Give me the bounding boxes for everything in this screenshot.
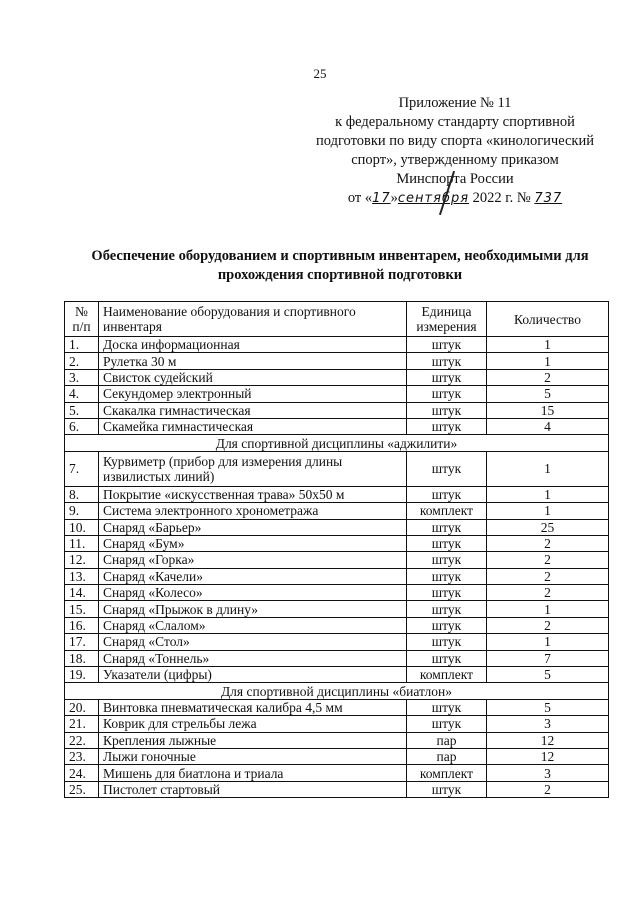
cell-unit: комплект bbox=[407, 765, 487, 781]
cell-unit: штук bbox=[407, 716, 487, 732]
cell-unit: пар bbox=[407, 748, 487, 764]
cell-number: 17. bbox=[65, 634, 99, 650]
cell-quantity: 1 bbox=[487, 601, 609, 617]
cell-number: 19. bbox=[65, 667, 99, 683]
cell-unit: штук bbox=[407, 451, 487, 486]
equipment-table bbox=[64, 301, 609, 798]
cell-quantity: 15 bbox=[487, 402, 609, 418]
cell-unit: штук bbox=[407, 386, 487, 402]
table-row bbox=[65, 353, 609, 369]
table-row bbox=[65, 650, 609, 666]
cell-number: 8. bbox=[65, 486, 99, 502]
appendix-header bbox=[300, 94, 610, 208]
cell-name: Крепления лыжные bbox=[99, 732, 407, 748]
cell-number: 23. bbox=[65, 748, 99, 764]
date-year: 2022 г. № bbox=[472, 190, 531, 206]
table-header-row bbox=[65, 302, 609, 337]
cell-quantity: 1 bbox=[487, 503, 609, 519]
table-row bbox=[65, 552, 609, 568]
cell-unit: штук bbox=[407, 353, 487, 369]
document-title: Обеспечение оборудованием и спортивным инвентарем, необходимыми для прохождения спортивной подготовки bbox=[91, 248, 589, 283]
cell-quantity: 3 bbox=[487, 765, 609, 781]
section-row bbox=[65, 435, 609, 451]
cell-unit: штук bbox=[407, 601, 487, 617]
cell-unit: штук bbox=[407, 568, 487, 584]
table-row bbox=[65, 617, 609, 633]
cell-name: Секундомер электронный bbox=[99, 386, 407, 402]
cell-name: Лыжи гоночные bbox=[99, 748, 407, 764]
section-heading: Для спортивной дисциплины «аджилити» bbox=[65, 435, 609, 451]
appendix-date-line bbox=[300, 189, 610, 208]
cell-unit: штук bbox=[407, 781, 487, 797]
header-unit: Единица измерения bbox=[407, 302, 487, 337]
cell-unit: штук bbox=[407, 402, 487, 418]
cell-number: 20. bbox=[65, 699, 99, 715]
cell-number: 24. bbox=[65, 765, 99, 781]
cell-number: 18. bbox=[65, 650, 99, 666]
table-row bbox=[65, 667, 609, 683]
table-row bbox=[65, 716, 609, 732]
cell-number: 4. bbox=[65, 386, 99, 402]
cell-quantity: 1 bbox=[487, 634, 609, 650]
header-name: Наименование оборудования и спортивного инвентаря bbox=[99, 302, 407, 337]
date-day: 17 bbox=[372, 191, 391, 206]
cell-name: Снаряд «Тоннель» bbox=[99, 650, 407, 666]
cell-number: 2. bbox=[65, 353, 99, 369]
cell-unit: штук bbox=[407, 535, 487, 551]
cell-quantity: 2 bbox=[487, 617, 609, 633]
cell-quantity: 25 bbox=[487, 519, 609, 535]
cell-quantity: 2 bbox=[487, 535, 609, 551]
cell-name: Коврик для стрельбы лежа bbox=[99, 716, 407, 732]
table-row bbox=[65, 369, 609, 385]
date-prefix: от « bbox=[347, 190, 373, 206]
cell-name: Система электронного хронометража bbox=[99, 503, 407, 519]
date-month: сентября bbox=[397, 191, 470, 206]
cell-name: Покрытие «искусственная трава» 50х50 м bbox=[99, 486, 407, 502]
cell-number: 14. bbox=[65, 585, 99, 601]
header-quantity: Количество bbox=[487, 302, 609, 337]
cell-name: Снаряд «Колесо» bbox=[99, 585, 407, 601]
appendix-line: к федеральному стандарту спортивной bbox=[335, 114, 575, 130]
table-row bbox=[65, 568, 609, 584]
cell-quantity: 12 bbox=[487, 748, 609, 764]
table-row bbox=[65, 601, 609, 617]
cell-unit: комплект bbox=[407, 667, 487, 683]
cell-unit: штук bbox=[407, 418, 487, 434]
cell-quantity: 1 bbox=[487, 337, 609, 353]
table-row bbox=[65, 732, 609, 748]
cell-number: 21. bbox=[65, 716, 99, 732]
table-row bbox=[65, 519, 609, 535]
appendix-line: Приложение № 11 bbox=[398, 95, 512, 111]
cell-number: 22. bbox=[65, 732, 99, 748]
cell-unit: комплект bbox=[407, 503, 487, 519]
table-body bbox=[65, 337, 609, 798]
cell-name: Указатели (цифры) bbox=[99, 667, 407, 683]
table-row bbox=[65, 418, 609, 434]
cell-unit: штук bbox=[407, 650, 487, 666]
appendix-line: спорт», утвержденному приказом bbox=[351, 152, 559, 168]
cell-number: 16. bbox=[65, 617, 99, 633]
cell-quantity: 1 bbox=[487, 451, 609, 486]
cell-quantity: 5 bbox=[487, 667, 609, 683]
cell-quantity: 7 bbox=[487, 650, 609, 666]
table-row bbox=[65, 486, 609, 502]
cell-name: Снаряд «Слалом» bbox=[99, 617, 407, 633]
cell-quantity: 2 bbox=[487, 568, 609, 584]
date-mid: » bbox=[390, 190, 398, 206]
cell-number: 7. bbox=[65, 451, 99, 486]
cell-number: 25. bbox=[65, 781, 99, 797]
cell-name: Мишень для биатлона и триала bbox=[99, 765, 407, 781]
cell-name: Снаряд «Прыжок в длину» bbox=[99, 601, 407, 617]
cell-quantity: 5 bbox=[487, 386, 609, 402]
cell-number: 13. bbox=[65, 568, 99, 584]
cell-quantity: 5 bbox=[487, 699, 609, 715]
cell-number: 12. bbox=[65, 552, 99, 568]
table-row bbox=[65, 503, 609, 519]
cell-unit: штук bbox=[407, 369, 487, 385]
table-row bbox=[65, 402, 609, 418]
cell-number: 15. bbox=[65, 601, 99, 617]
cell-unit: штук bbox=[407, 617, 487, 633]
section-heading: Для спортивной дисциплины «биатлон» bbox=[65, 683, 609, 699]
cell-unit: штук bbox=[407, 699, 487, 715]
table-row bbox=[65, 337, 609, 353]
cell-name: Рулетка 30 м bbox=[99, 353, 407, 369]
cell-name: Снаряд «Барьер» bbox=[99, 519, 407, 535]
table-row bbox=[65, 585, 609, 601]
table-row bbox=[65, 748, 609, 764]
table-row bbox=[65, 781, 609, 797]
cell-unit: штук bbox=[407, 486, 487, 502]
cell-number: 3. bbox=[65, 369, 99, 385]
cell-quantity: 2 bbox=[487, 369, 609, 385]
cell-name: Доска информационная bbox=[99, 337, 407, 353]
order-number: 737 bbox=[534, 191, 563, 206]
section-row bbox=[65, 683, 609, 699]
cell-quantity: 1 bbox=[487, 486, 609, 502]
appendix-line: Минспорта России bbox=[396, 171, 514, 187]
cell-quantity: 1 bbox=[487, 353, 609, 369]
cell-unit: пар bbox=[407, 732, 487, 748]
cell-name: Винтовка пневматическая калибра 4,5 мм bbox=[99, 699, 407, 715]
table-row bbox=[65, 699, 609, 715]
cell-quantity: 3 bbox=[487, 716, 609, 732]
cell-name: Снаряд «Горка» bbox=[99, 552, 407, 568]
cell-number: 6. bbox=[65, 418, 99, 434]
cell-number: 1. bbox=[65, 337, 99, 353]
cell-number: 5. bbox=[65, 402, 99, 418]
cell-quantity: 2 bbox=[487, 552, 609, 568]
cell-name: Снаряд «Бум» bbox=[99, 535, 407, 551]
cell-quantity: 12 bbox=[487, 732, 609, 748]
cell-number: 10. bbox=[65, 519, 99, 535]
cell-unit: штук bbox=[407, 552, 487, 568]
table-row bbox=[65, 451, 609, 486]
table-row bbox=[65, 386, 609, 402]
table-row bbox=[65, 634, 609, 650]
cell-unit: штук bbox=[407, 634, 487, 650]
cell-unit: штук bbox=[407, 337, 487, 353]
cell-name: Скакалка гимнастическая bbox=[99, 402, 407, 418]
cell-quantity: 2 bbox=[487, 781, 609, 797]
table-row bbox=[65, 535, 609, 551]
appendix-line: подготовки по виду спорта «кинологический bbox=[315, 133, 594, 149]
cell-name: Снаряд «Стол» bbox=[99, 634, 407, 650]
cell-name: Снаряд «Качели» bbox=[99, 568, 407, 584]
cell-name: Скамейка гимнастическая bbox=[99, 418, 407, 434]
cell-name: Свисток судейский bbox=[99, 369, 407, 385]
cell-quantity: 4 bbox=[487, 418, 609, 434]
cell-name: Курвиметр (прибор для измерения длины извилистых линий) bbox=[99, 451, 407, 486]
page-number: 25 bbox=[313, 66, 327, 81]
cell-number: 9. bbox=[65, 503, 99, 519]
cell-number: 11. bbox=[65, 535, 99, 551]
cell-unit: штук bbox=[407, 519, 487, 535]
header-number: № п/п bbox=[65, 302, 99, 337]
cell-quantity: 2 bbox=[487, 585, 609, 601]
cell-name: Пистолет стартовый bbox=[99, 781, 407, 797]
table-row bbox=[65, 765, 609, 781]
cell-unit: штук bbox=[407, 585, 487, 601]
